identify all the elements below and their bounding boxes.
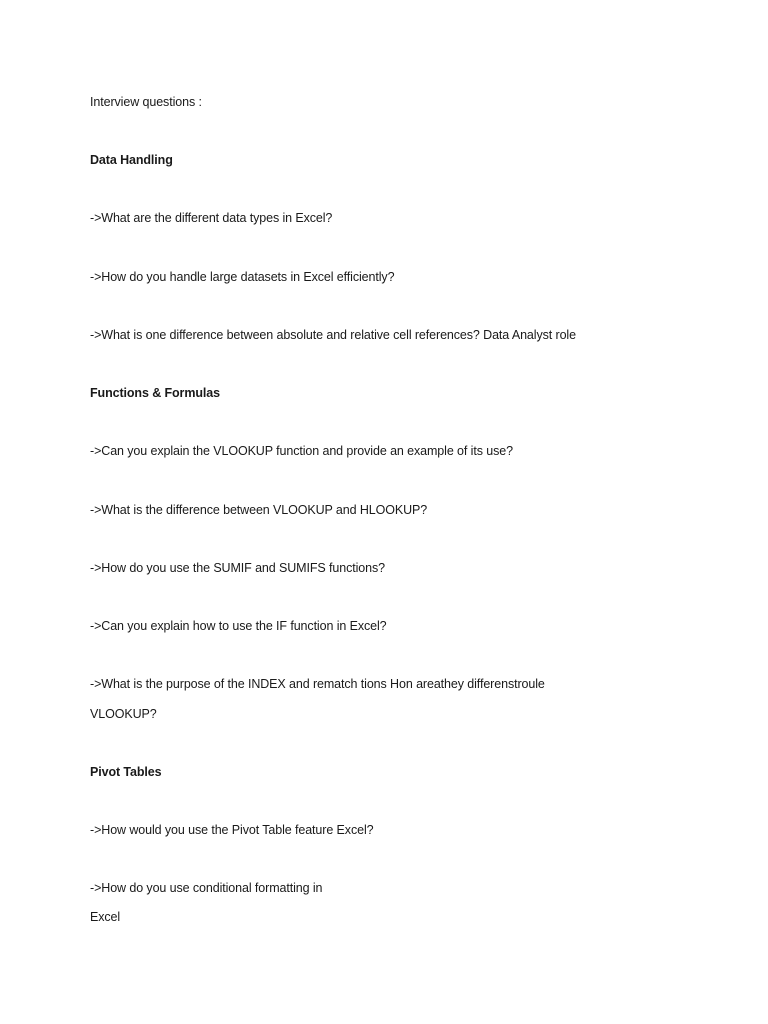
question-item: ->Can you explain how to use the IF function in Excel? bbox=[90, 619, 387, 633]
question-continuation: Excel bbox=[90, 910, 121, 924]
question-continuation: VLOOKUP? bbox=[90, 707, 157, 721]
question-item: ->How do you handle large datasets in Excel efficiently? bbox=[90, 270, 395, 284]
question-item: ->How do you use the SUMIF and SUMIFS functions? bbox=[90, 561, 385, 575]
section-heading-data-handling: Data Handling bbox=[90, 153, 173, 167]
question-item: ->What are the different data types in Excel? bbox=[90, 211, 333, 225]
question-item: ->What is the purpose of the INDEX and rematch tions Hon areathey differenstroule bbox=[90, 677, 545, 691]
question-item: ->How do you use conditional formatting in bbox=[90, 881, 323, 895]
section-heading-functions-formulas: Functions & Formulas bbox=[90, 386, 220, 400]
question-item: ->How would you use the Pivot Table feature Excel? bbox=[90, 823, 374, 837]
question-item: ->What is the difference between VLOOKUP and HLOOKUP? bbox=[90, 503, 428, 517]
document-intro: Interview questions : bbox=[90, 95, 202, 109]
section-heading-pivot-tables: Pivot Tables bbox=[90, 765, 162, 779]
question-item: ->Can you explain the VLOOKUP function and provide an example of its use? bbox=[90, 444, 513, 458]
question-item: ->What is one difference between absolute and relative cell references? Data Analyst role bbox=[90, 328, 576, 342]
